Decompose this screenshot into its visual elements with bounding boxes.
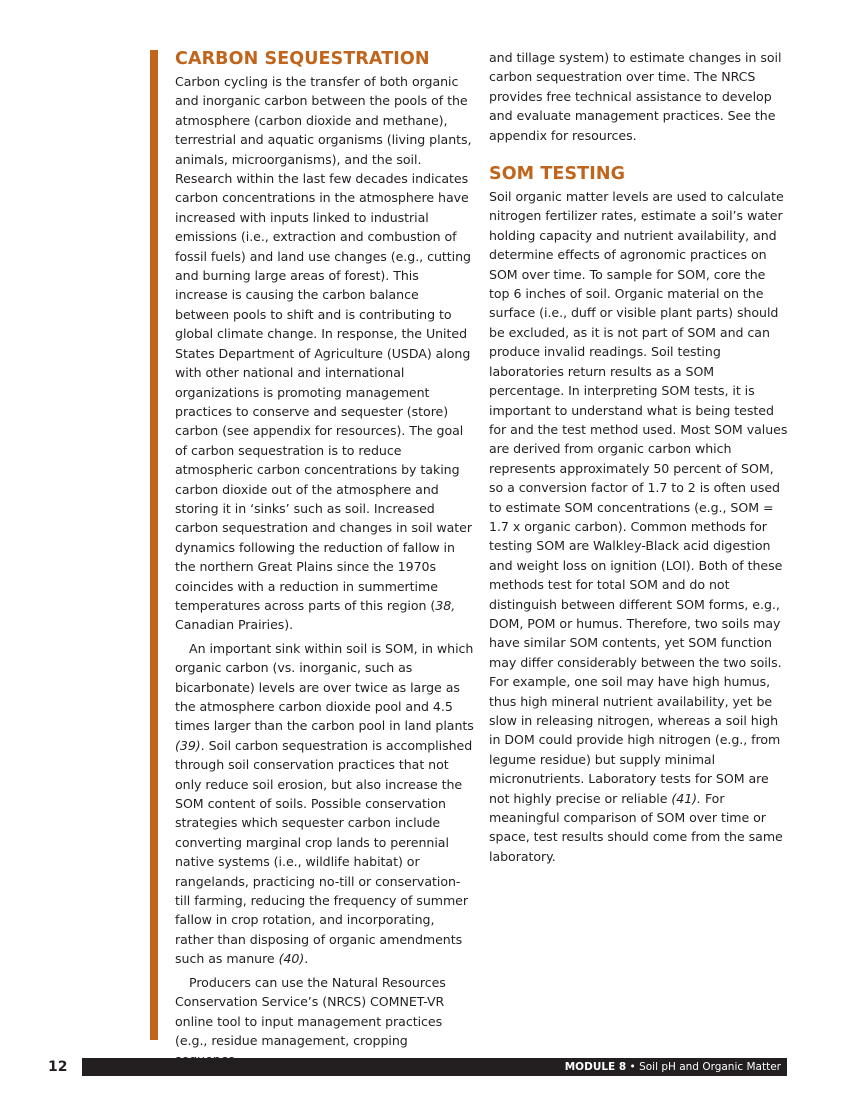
accent-bar (150, 50, 158, 1040)
footer-module: MODULE 8 (564, 1061, 627, 1073)
soil-sink-text-mid: . Soil carbon sequestration is accomplished through soil conservation practices that not only reduce soil erosion, but also increase the SOM content of soils. Possible conservation strategies which sequester carbon include converting marginal crop lands to perennial native systems (i.e., wildlife habitat) or rangelands, practicing no-till or conservation-till farming, reducing the frequency of summer fallow in crop rotation, and incorporating, rather than disposing of organic amendments such as manure (175, 737, 473, 967)
som-testing-text-end: For meaningful comparison of SOM over time or space, test results should come from the same laboratory. (489, 790, 783, 864)
footer-title: Soil pH and Organic Matter (639, 1061, 781, 1073)
carbon-cycling-paragraph (175, 72, 475, 635)
left-column (175, 48, 475, 1070)
citation-41: (41). (671, 790, 701, 806)
carbon-cycling-text: Carbon cycling is the transfer of both organic and inorganic carbon between the pools of the atmosphere (carbon dioxide and methane), terrestrial and aquatic organisms (living plants, animals, microorganisms), and the soil. Research within the last few decades indicates carbon concentrations in the atmosphere have increased with inputs linked to industrial emissions (i.e., extraction and combustion of fossil fuels) and land use changes (e.g., cutting and burning large areas of forest). This increase is causing the carbon balance between pools to shift and is contributing to global climate change. In response, the United States Department of Agriculture (USDA) along with other national and international organizations is promoting management practices to conserve and sequester (store) carbon (see appendix for resources). The goal of carbon sequestration is to reduce atmospheric carbon concentrations by taking carbon dioxide out of the atmosphere and storing it in ‘sinks’ such as soil. Increased carbon sequestration and changes in soil water dynamics following the reduction of fallow in the northern Great Plains since the 1970s coincides with a reduction in summertime temperatures across parts of this region ( (175, 74, 472, 613)
soil-sink-paragraph (175, 639, 475, 969)
citation-40: (40) (278, 951, 305, 967)
citation-38: 38, (435, 597, 456, 613)
som-testing-text: Soil organic matter levels are used to calculate nitrogen fertilizer rates, estimate a soil’s water holding capacity and nutrient availability, and determine effects of agronomic practices on SOM over time. To sample for SOM, core the top 6 inches of soil. Organic material on the surface (i.e., duff or visible plant parts) should be excluded, as it is not part of SOM and can produce invalid readings. Soil testing laboratories return results as a SOM percentage. In interpreting SOM tests, it is important to understand what is being tested for and the test method used. Most SOM values are derived from organic carbon which represents approximately 50 percent of SOM, so a conversion factor of 1.7 to 2 is often used to estimate SOM concentrations (e.g., SOM = 1.7 x organic carbon). Common methods for testing SOM are Walkley-Black acid digestion and weight loss on ignition (LOI). Both of these methods test for total SOM and do not distinguish between different SOM forms, e.g., DOM, POM or humus. Therefore, two soils may have similar SOM contents, yet SOM function may differ considerably between the two soils. For example, one soil may have high humus, thus high mineral nutrient availability, yet be slow in releasing nitrogen, whereas a soil high in DOM could provide high nitrogen (e.g., from legume residue) but supply minimal micronutrients. Laboratory tests for SOM are not highly precise or reliable (489, 189, 788, 806)
soil-sink-text-end: . (304, 951, 309, 967)
nrcs-tool-continued-paragraph: and tillage system) to estimate changes in soil carbon sequestration over time. The NRCS provides free technical assistance to develop and evaluate management practices. See the appendix for resources. (489, 50, 782, 143)
carbon-cycling-text-end: Canadian Prairies). (175, 617, 294, 633)
page-number: 12 (48, 1059, 68, 1075)
footer-bar (82, 1058, 787, 1076)
soil-sink-text: An important sink within soil is SOM, in which organic carbon (vs. inorganic, such as bicarbonate) levels are over twice as large as the atmosphere carbon dioxide pool and 4.5 times larger than the carbon pool in land plants (175, 640, 474, 734)
nrcs-tool-paragraph: Producers can use the Natural Resources Conservation Service’s (NRCS) COMNET-VR online tool to input management practices (e.g., residue management, cropping (175, 974, 446, 1048)
footer-bullet: • (626, 1061, 640, 1073)
citation-39: (39) (175, 737, 201, 753)
carbon-sequestration-heading: CARBON SEQUESTRATION (175, 49, 430, 69)
som-testing-paragraph (489, 187, 789, 866)
som-testing-heading: SOM TESTING (489, 164, 626, 185)
right-column (489, 48, 789, 866)
